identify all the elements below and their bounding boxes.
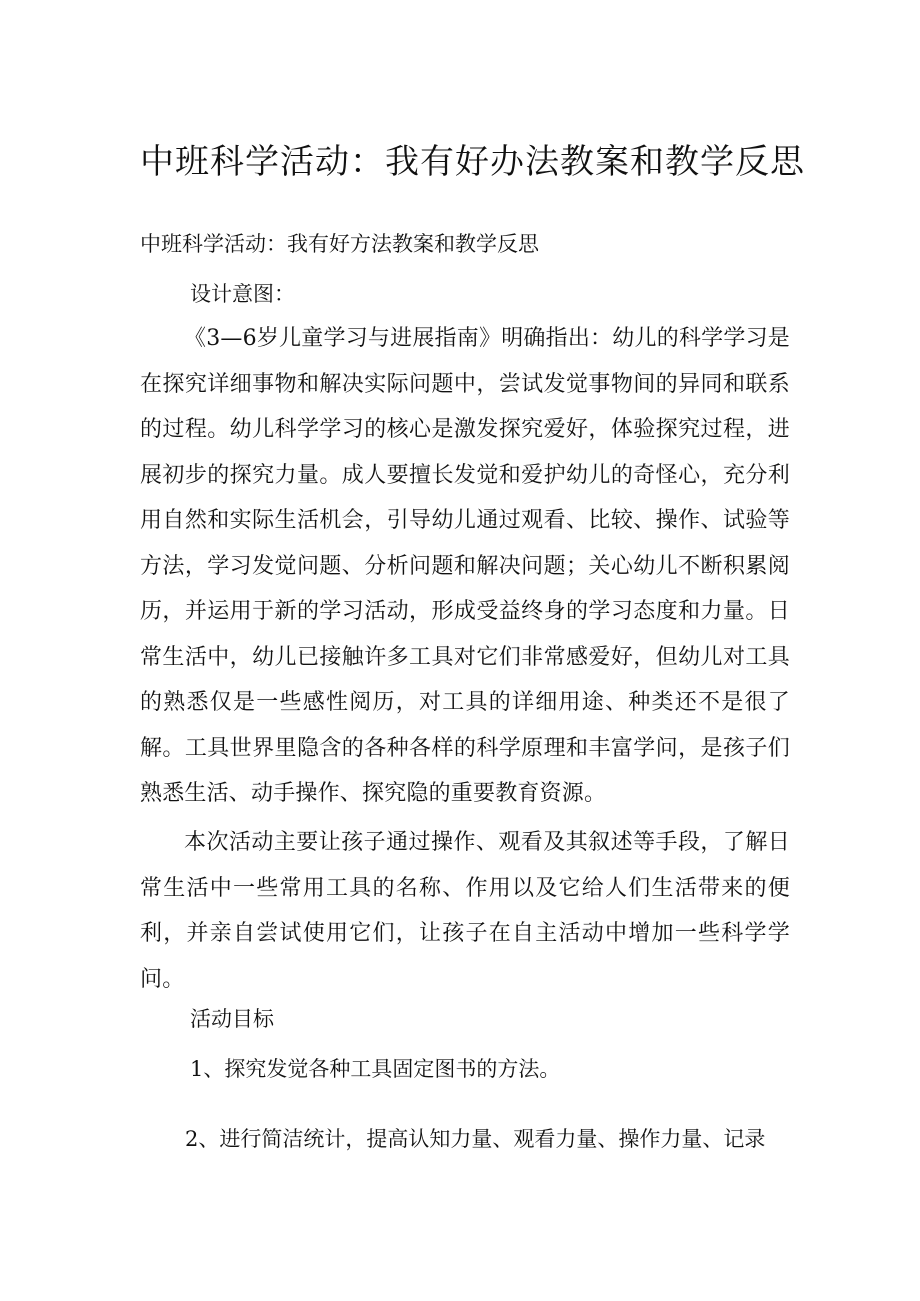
goal-item: 1、探究发觉各种工具固定图书的方法。	[190, 1057, 561, 1081]
document-title: 中班科学活动：我有好办法教案和教学反思	[140, 142, 805, 182]
document-subtitle: 中班科学活动：我有好方法教案和教学反思	[140, 232, 539, 256]
design-intent-paragraph: 《3—6岁儿童学习与进展指南》明确指出：幼儿的科学学习是在探究详细事物和解决实际问题中，尝试发觉事物间的异同和联系的过程。幼儿科学学习的核心是激发探究爱好，体验探究过程，进展初步的探究力量。成人要擅长发觉和爱护幼儿的奇怪心，充分利用自然和实际生活机会，引导幼儿通过观看、比较、操作、试验等方法，学习发觉问题、分析问题和解决问题；关心幼儿不断积累阅历，并运用于新的学习活动，形成受益终身的学习态度和力量。日常生活中，幼儿已接触许多工具对它们非常感爱好，但幼儿对工具的熟悉仅是一些感性阅历，对工具的详细用途、种类还不是很了解。工具世界里隐含的各种各样的科学原理和丰富学问，是孩子们熟悉生活、动手操作、探究隐的重要教育资源。	[140, 326, 790, 806]
activity-goals-heading: 活动目标	[190, 1007, 274, 1031]
goal-item: 2、进行简洁统计，提高认知力量、观看力量、操作力量、记录	[185, 1127, 766, 1151]
activity-summary-paragraph: 本次活动主要让孩子通过操作、观看及其叙述等手段，了解日常生活中一些常用工具的名称、作用以及它给人们生活带来的便利，并亲自尝试使用它们，让孩子在自主活动中增加一些科学学问。	[140, 830, 790, 992]
design-intent-heading: 设计意图：	[190, 282, 295, 306]
